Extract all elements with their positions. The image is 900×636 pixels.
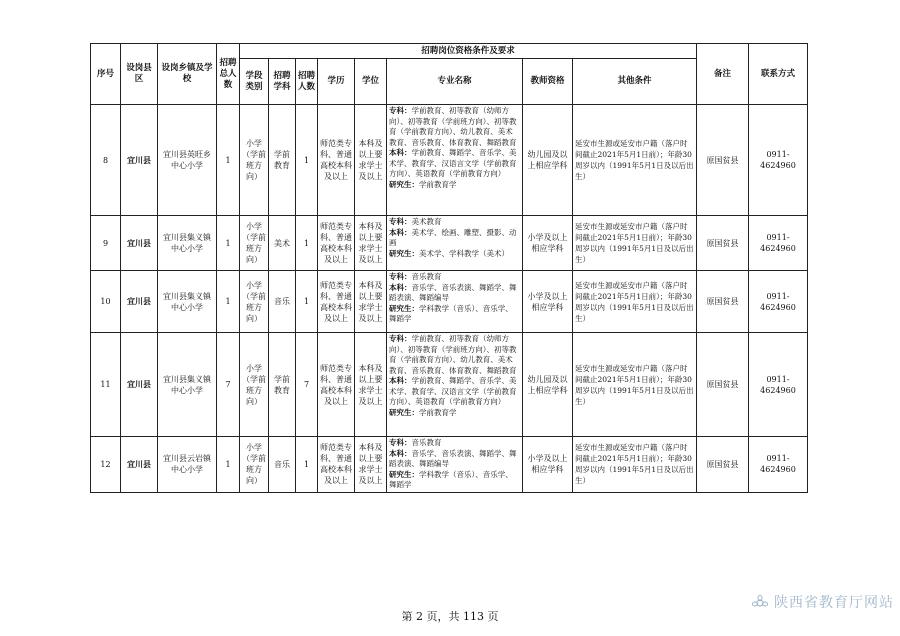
cell-qualification: 小学及以上相应学科 — [523, 271, 573, 333]
cell-total: 1 — [217, 271, 240, 333]
cell-county: 宜川县 — [121, 105, 158, 216]
cell-contact: 0911-4624960 — [749, 333, 808, 437]
major-segment — [389, 408, 520, 419]
cell-degree: 本科及以上要求学士及以上 — [355, 105, 387, 216]
recruitment-table — [90, 43, 808, 493]
major-segment-label: 研究生： — [389, 179, 419, 189]
cell-degree: 本科及以上要求学士及以上 — [355, 437, 387, 493]
cell-degree: 本科及以上要求学士及以上 — [355, 216, 387, 271]
major-segment-text: 学前教育、舞蹈学、音乐学、美术学、教育学、汉语言文学（学前教育方向）、英语教育（学前教育方向） — [389, 148, 517, 178]
table-row — [91, 105, 808, 216]
cell-remark: 原国贫县 — [697, 105, 749, 216]
cell-count: 1 — [296, 216, 318, 271]
cell-other: 延安市生源或延安市户籍（落户时间截止2021年5月1日前）；年龄30周岁以内（1991年5月1日及以后出生） — [573, 105, 697, 216]
major-segment-text: 学前教育学 — [419, 179, 457, 189]
cell-qualification: 小学及以上相应学科 — [523, 437, 573, 493]
cell-count: 1 — [296, 271, 318, 333]
major-segment — [389, 106, 520, 148]
major-segment-label: 专科： — [389, 438, 412, 447]
major-segment-text: 学前教育、初等教育（幼师方向）、初等教育（学前班方向）、初等教育（学前教育方向）、幼儿教育、美术教育、音乐教育、体育教育、舞蹈教育 — [389, 334, 517, 375]
cell-county: 宜川县 — [121, 333, 158, 437]
header-group: 招聘岗位资格条件及要求 — [240, 44, 697, 59]
table-row — [91, 437, 808, 493]
major-segment-text: 学前教育、初等教育（幼师方向）、初等教育（学前班方向）、初等教育（学前教育方向）、幼儿教育、美术教育、音乐教育、体育教育、舞蹈教育 — [389, 106, 517, 147]
major-segment-text: 学前教育、舞蹈学、音乐学、美术学、教育学、汉语言文学（学前教育方向）、英语教育（学前教育方向） — [389, 376, 517, 406]
major-segment — [389, 470, 520, 491]
cell-total: 7 — [217, 333, 240, 437]
header-qualification: 教师资格 — [523, 59, 573, 105]
major-segment-text: 学前教育学 — [419, 407, 457, 417]
header-other: 其他条件 — [573, 59, 697, 105]
cell-education: 师范类专科、普通高校本科及以上 — [318, 216, 355, 271]
cell-subject: 音乐 — [269, 437, 296, 493]
header-subject: 招聘学科 — [269, 59, 296, 105]
page-number: 第 2 页，共 113 页 — [401, 610, 499, 623]
cell-contact: 0911-4624960 — [749, 105, 808, 216]
cell-education: 师范类专科、普通高校本科及以上 — [318, 333, 355, 437]
cell-remark: 原国贫县 — [697, 333, 749, 437]
cell-education: 师范类专科、普通高校本科及以上 — [318, 437, 355, 493]
cell-subject: 学前教育 — [269, 105, 296, 216]
cell-qualification: 小学及以上相应学科 — [523, 216, 573, 271]
major-segment-label: 专科： — [389, 334, 412, 343]
major-segment-text: 音乐学、音乐表演、舞蹈学、舞蹈表演、舞蹈编导 — [389, 282, 517, 302]
major-segment-label: 本科： — [389, 148, 412, 157]
table-row — [91, 333, 808, 437]
cell-contact: 0911-4624960 — [749, 216, 808, 271]
major-segment — [389, 449, 520, 470]
cell-education: 师范类专科、普通高校本科及以上 — [318, 105, 355, 216]
cell-other: 延安市生源或延安市户籍（落户时间截止2021年5月1日前）；年龄30周岁以内（1991年5月1日及以后出生） — [573, 437, 697, 493]
cell-county: 宜川县 — [121, 271, 158, 333]
major-segment — [389, 438, 520, 449]
cell-remark: 原国贫县 — [697, 437, 749, 493]
major-segment-text: 美术学、学科教学（美术） — [419, 248, 509, 258]
header-education: 学历 — [318, 59, 355, 105]
major-segment-text: 美术教育 — [411, 217, 442, 226]
cell-degree: 本科及以上要求学士及以上 — [355, 271, 387, 333]
header-total: 招聘总人数 — [217, 44, 240, 105]
header-degree: 学位 — [355, 59, 387, 105]
cell-major — [387, 216, 523, 271]
major-segment-label: 专科： — [389, 106, 412, 115]
cell-county: 宜川县 — [121, 216, 158, 271]
cell-seq: 9 — [91, 216, 121, 271]
watermark — [751, 592, 894, 612]
major-segment-label: 本科： — [389, 376, 412, 385]
header-county: 设岗县区 — [121, 44, 158, 105]
major-segment — [389, 283, 520, 304]
table-body — [91, 105, 808, 493]
major-segment — [389, 272, 520, 283]
cell-count: 7 — [296, 333, 318, 437]
table-row — [91, 216, 808, 271]
header-school: 设岗乡镇及学校 — [158, 44, 217, 105]
cell-subject: 学前教育 — [269, 333, 296, 437]
major-segment-text: 音乐学、音乐表演、舞蹈学、舞蹈表演、舞蹈编导 — [389, 448, 517, 468]
cell-school: 宜川县集义镇中心小学 — [158, 333, 217, 437]
major-segment-label: 本科： — [389, 448, 412, 458]
cell-degree: 本科及以上要求学士及以上 — [355, 333, 387, 437]
major-segment-text: 音乐教育 — [411, 272, 442, 281]
cell-count: 1 — [296, 437, 318, 493]
major-segment-label: 专科： — [389, 272, 412, 281]
cell-major — [387, 105, 523, 216]
cell-stage: 小学（学前班方向） — [240, 105, 269, 216]
cell-seq: 11 — [91, 333, 121, 437]
cell-contact: 0911-4624960 — [749, 271, 808, 333]
major-segment-label: 研究生： — [389, 407, 419, 417]
watermark-text: 陕西省教育厅网站 — [774, 595, 894, 611]
major-segment-label: 研究生： — [389, 248, 419, 258]
cell-seq: 12 — [91, 437, 121, 493]
cell-stage: 小学（学前班方向） — [240, 271, 269, 333]
cell-total: 1 — [217, 216, 240, 271]
header-seq: 序号 — [91, 44, 121, 105]
major-segment — [389, 148, 520, 180]
cell-education: 师范类专科、普通高校本科及以上 — [318, 271, 355, 333]
cell-county: 宜川县 — [121, 437, 158, 493]
cell-total: 1 — [217, 437, 240, 493]
major-segment-label: 研究生： — [389, 303, 419, 313]
cell-seq: 8 — [91, 105, 121, 216]
major-segment — [389, 217, 520, 228]
flower-logo-icon — [751, 595, 769, 611]
major-segment-text: 音乐教育 — [411, 438, 442, 447]
major-segment-label: 研究生： — [389, 469, 419, 479]
cell-school: 宜川县英旺乡中心小学 — [158, 105, 217, 216]
major-segment — [389, 228, 520, 249]
major-segment — [389, 304, 520, 325]
major-segment — [389, 376, 520, 408]
major-segment — [389, 334, 520, 376]
cell-school: 宜川县云岩镇中心小学 — [158, 437, 217, 493]
cell-major — [387, 437, 523, 493]
cell-remark: 原国贫县 — [697, 271, 749, 333]
header-count: 招聘人数 — [296, 59, 318, 105]
major-segment — [389, 249, 520, 260]
major-segment — [389, 180, 520, 191]
cell-other: 延安市生源或延安市户籍（落户时间截止2021年5月1日前）；年龄30周岁以内（1991年5月1日及以后出生） — [573, 216, 697, 271]
table-row — [91, 271, 808, 333]
cell-school: 宜川县集义镇中心小学 — [158, 271, 217, 333]
cell-qualification: 幼儿园及以上相应学科 — [523, 333, 573, 437]
major-segment-label: 本科： — [389, 227, 412, 237]
cell-other: 延安市生源或延安市户籍（落户时间截止2021年5月1日前）；年龄30周岁以内（1991年5月1日及以后出生） — [573, 333, 697, 437]
header-remark: 备注 — [697, 44, 749, 105]
cell-school: 宜川县集义镇中心小学 — [158, 216, 217, 271]
cell-remark: 原国贫县 — [697, 216, 749, 271]
major-segment-text: 学科教学（音乐）、音乐学、舞蹈学 — [389, 469, 513, 489]
cell-major — [387, 271, 523, 333]
cell-subject: 美术 — [269, 216, 296, 271]
cell-seq: 10 — [91, 271, 121, 333]
cell-stage: 小学（学前班方向） — [240, 216, 269, 271]
header-contact: 联系方式 — [749, 44, 808, 105]
major-segment-text: 学科教学（音乐）、音乐学、舞蹈学 — [389, 303, 513, 323]
cell-contact: 0911-4624960 — [749, 437, 808, 493]
cell-stage: 小学（学前班方向） — [240, 333, 269, 437]
header-stage: 学段类别 — [240, 59, 269, 105]
major-segment-label: 本科： — [389, 282, 412, 292]
cell-major — [387, 333, 523, 437]
cell-other: 延安市生源或延安市户籍（落户时间截止2021年5月1日前）；年龄30周岁以内（1991年5月1日及以后出生） — [573, 271, 697, 333]
cell-count: 1 — [296, 105, 318, 216]
cell-total: 1 — [217, 105, 240, 216]
cell-stage: 小学（学前班方向） — [240, 437, 269, 493]
cell-qualification: 幼儿园及以上相应学科 — [523, 105, 573, 216]
major-segment-text: 美术学、绘画、雕塑、摄影、动画 — [389, 227, 517, 247]
header-major: 专业名称 — [387, 59, 523, 105]
cell-subject: 音乐 — [269, 271, 296, 333]
major-segment-label: 专科： — [389, 217, 412, 226]
